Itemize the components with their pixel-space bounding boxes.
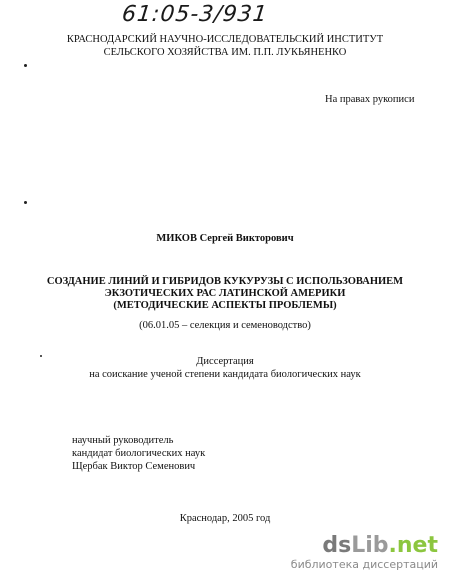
handwritten-catalog-number: 61:05-3/931 bbox=[120, 2, 270, 27]
institute-name bbox=[0, 33, 450, 59]
watermark-subtitle: библиотека диссертаций bbox=[290, 558, 438, 571]
supervisor-line-2: кандидат биологических наук bbox=[72, 448, 206, 459]
author-name: МИКОВ Сергей Викторович bbox=[156, 233, 294, 244]
dslib-logo bbox=[291, 534, 438, 558]
city-and-year: Краснодар, 2005 год bbox=[179, 513, 271, 524]
scan-speck bbox=[24, 201, 27, 204]
degree-statement bbox=[0, 355, 450, 381]
manuscript-rights-note: На правах рукописи bbox=[325, 94, 415, 105]
degree-line-2: на соискание ученой степени кандидата биологических наук bbox=[89, 369, 361, 380]
supervisor-line-1: научный руководитель bbox=[72, 435, 174, 446]
logo-part-lib: Lib bbox=[351, 533, 389, 558]
degree-line-1: Диссертация bbox=[196, 356, 254, 367]
institute-line-2: СЕЛЬСКОГО ХОЗЯЙСТВА ИМ. П.П. ЛУКЬЯНЕНКО bbox=[103, 47, 347, 58]
logo-part-ds: ds bbox=[322, 533, 352, 558]
title-line-3: (МЕТОДИЧЕСКИЕ АСПЕКТЫ ПРОБЛЕМЫ) bbox=[113, 300, 337, 311]
dissertation-title bbox=[0, 276, 450, 312]
title-line-2: ЭКЗОТИЧЕСКИХ РАС ЛАТИНСКОЙ АМЕРИКИ bbox=[104, 288, 346, 299]
title-line-1: СОЗДАНИЕ ЛИНИЙ И ГИБРИДОВ КУКУРУЗЫ С ИСПОЛЬЗОВАНИЕМ bbox=[46, 276, 404, 287]
specialty-code: (06.01.05 – селекция и семеноводство) bbox=[139, 320, 311, 331]
institute-line-1: КРАСНОДАРСКИЙ НАУЧНО-ИССЛЕДОВАТЕЛЬСКИЙ ИНСТИТУТ bbox=[66, 34, 384, 45]
scan-speck bbox=[24, 64, 27, 67]
dslib-watermark bbox=[291, 534, 438, 571]
supervisor-line-3: Щербак Виктор Семенович bbox=[72, 461, 196, 472]
scientific-supervisor bbox=[72, 434, 205, 473]
logo-part-net: .net bbox=[388, 533, 438, 558]
